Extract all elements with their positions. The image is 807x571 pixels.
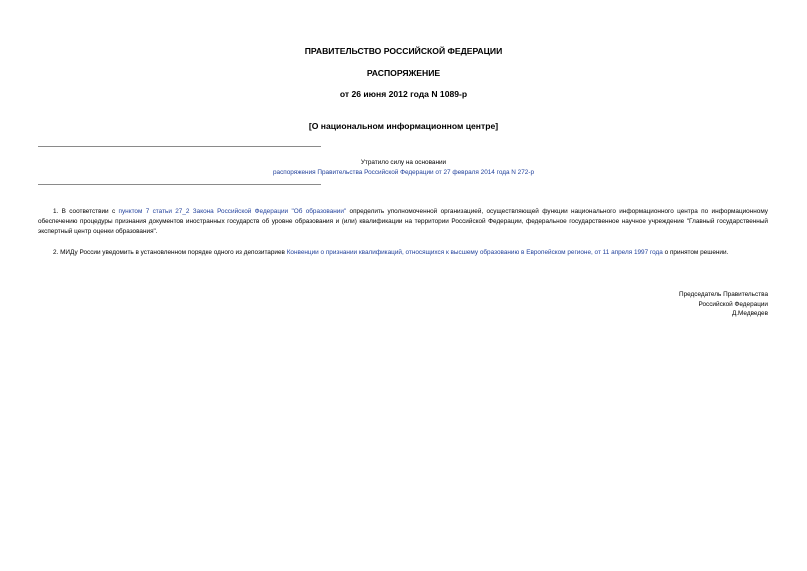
paragraph-2	[38, 248, 768, 258]
paragraph-2-end: о принятом решении.	[662, 249, 729, 256]
paragraph-1-end: определить уполномоченной организацией, осуществляющей функции национального информационного центра по информационному обеспечению процедуры признания документов иностранных государств об уровне образования и (или) квалификации на территории Российской Федерации, федеральное государственное научное учреждение "Главный государственный экспертный центр оценки образования".	[38, 208, 769, 235]
status-note-link-row	[0, 168, 807, 177]
paragraph-1	[38, 207, 768, 237]
paragraph-1-start: 1. В соответствии с	[53, 208, 119, 215]
document-title: [О национальном информационном центре]	[308, 121, 499, 131]
repeal-order-link[interactable]: распоряжения Правительства Российской Федерации от 27 февраля 2014 года N 272-р	[272, 169, 535, 176]
top-divider	[38, 146, 321, 147]
qualification-convention-link[interactable]: Конвенции о признании квалификаций, относящихся к высшему образованию в Европейском регионе, от 11 апреля 1997 года	[286, 249, 663, 256]
document-type-heading: РАСПОРЯЖЕНИЕ	[366, 68, 441, 78]
government-heading: ПРАВИТЕЛЬСТВО РОССИЙСКОЙ ФЕДЕРАЦИИ	[304, 46, 503, 56]
education-law-link[interactable]: пунктом 7 статьи 27_2 Закона Российской Федерации "Об образовании"	[118, 208, 347, 215]
status-note-text: Утратило силу на основании	[360, 159, 447, 166]
signature-block	[568, 290, 768, 319]
date-number-heading: от 26 июня 2012 года N 1089-р	[339, 89, 468, 99]
signature-position-1: Председатель Правительства	[679, 291, 768, 298]
paragraph-2-start: 2. МИДу России уведомить в установленном порядке одного из депозитариев	[53, 249, 287, 256]
bottom-divider	[38, 184, 321, 185]
signature-position-2: Российской Федерации	[698, 300, 768, 308]
signature-name: Д.Медведев	[731, 310, 768, 317]
